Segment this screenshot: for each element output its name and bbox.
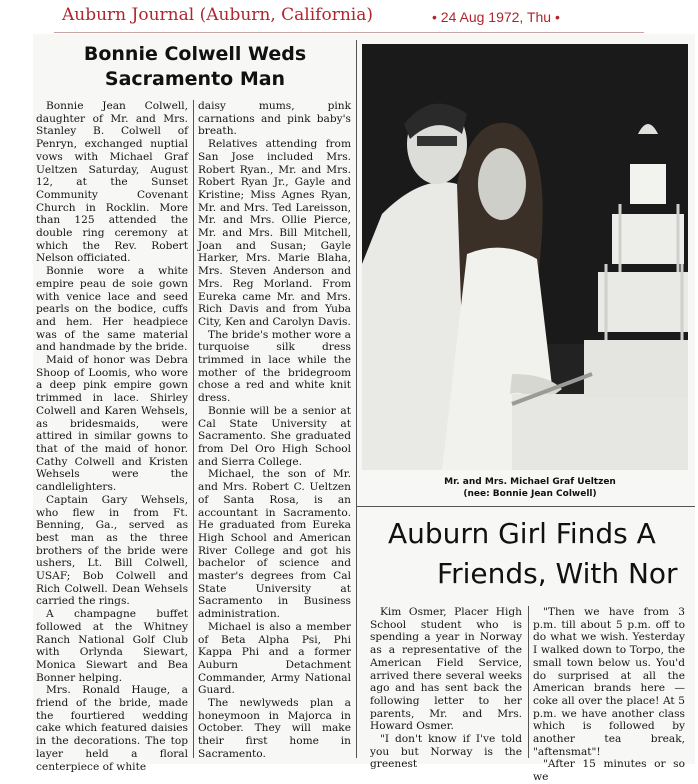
paragraph: Maid of honor was Debra Shoop of Loomis, who wore a deep pink empire gown trimmed in lace. Shirley Colwell and Karen Wehsels, as bridesmaids, were attired in similar gowns to that of the maid of honor. Cathy Colwell and Kristen Wehsels were the candlelighters. xyxy=(36,354,188,494)
article-column-2 xyxy=(198,100,351,764)
paragraph: The newlyweds plan a honeymoon in Majorca in October. They will make their first home in Sacramento. xyxy=(198,697,351,760)
article-column-1 xyxy=(36,100,188,773)
article2-column-1 xyxy=(370,606,522,771)
paragraph: Michael is also a member of Beta Alpha Psi, Phi Kappa Phi and a former Auburn Detachment Commander, Army National Guard. xyxy=(198,620,351,697)
wedding-photo-image xyxy=(362,44,688,470)
paragraph: "I don't know if I've told you but Norway is the greenest xyxy=(370,733,522,771)
paragraph: A champagne buffet followed at the Whitney Ranch National Golf Club with Orlynda Siewart, Monica Siewart and Bea Bonner helping. xyxy=(36,608,188,684)
paragraph: Bonnie wore a white empire peau de soie gown with venice lace and seed pearls on the bodice, cuffs and hem. Her headpiece was of the same material and handmade by the bride. xyxy=(36,265,188,354)
caption-line: (nee: Bonnie Jean Colwell) xyxy=(463,489,597,499)
headline-line: Friends, With Nor xyxy=(437,557,678,590)
photo-caption xyxy=(380,476,680,500)
paragraph: Relatives attending from San Jose included Mrs. Robert Ryan., Mr. and Mrs. Robert Ryan Jr., Gayle and Kristine; Miss Agnes Ryan, Mr. and Mrs. Ted Lareisson, Mr. and Mrs. Ollie Pierce, Mr. and Mrs. Bill Mitchell, Joan and Susan; Gayle Harker, Mrs. Marie Blaha, Mrs. Steven Anderson and Mrs. Reg Morland. From Eureka came Mr. and Mrs. Rich Davis and from Yuba City, Ken and Carolyn Davis. xyxy=(198,138,351,328)
article2-column-2 xyxy=(533,606,685,784)
paragraph: Kim Osmer, Placer High School student who is spending a year in Norway as a representative of the American Field Service, arrived there several weeks ago and has sent back the following letter to her parents, Mr. and Mrs. Howard Osmer. xyxy=(370,606,522,733)
paragraph: daisy mums, pink carnations and pink baby's breath. xyxy=(198,100,351,138)
paragraph: "Then we have from 3 p.m. till about 5 p.m. off to do what we wish. Yesterday I walked down to Torpo, the small town below us. You'd do surprised at all the American brands here — coke all over the place! At 5 p.m. we have another class which is followed by another tea break, "aftensmat"! xyxy=(533,606,685,758)
viewer-header xyxy=(0,0,695,34)
section-divider xyxy=(356,506,695,507)
header-divider xyxy=(54,32,644,33)
wedding-photo xyxy=(362,44,688,470)
paragraph: The bride's mother wore a turquoise silk dress trimmed in lace while the mother of the bridegroom chose a red and white knit dress. xyxy=(198,328,351,405)
article-headline: Bonnie Colwell Weds Sacramento Man xyxy=(83,43,307,90)
column-rule xyxy=(193,100,194,758)
headline-line: Auburn Girl Finds A xyxy=(388,517,656,550)
paragraph: Michael, the son of Mr. and Mrs. Robert C. Ueltzen of Santa Rosa, is an accountant in Sacramento. He graduated from Eureka High School and American River College and got his bachelor of science and master's degrees from Cal State University at Sacramento in Business administration. xyxy=(198,468,351,621)
publication-date: • 24 Aug 1972, Thu • xyxy=(432,9,560,25)
column-rule xyxy=(528,606,529,758)
paragraph: "After 15 minutes or so we xyxy=(533,758,685,784)
paragraph: Bonnie will be a senior at Cal State University at Sacramento. She graduated from Del Oro High School and Sierra College. xyxy=(198,404,351,468)
paragraph: Mrs. Ronald Hauge, a friend of the bride, made the fourtiered wedding cake which featured daisies in the decorations. The top layer held a floral centerpiece of white xyxy=(36,684,188,773)
paragraph: Captain Gary Wehsels, who flew in from Ft. Benning, Ga., served as best man as the three brothers of the bride were ushers, Lt. Bill Colwell, USAF; Bob Colwell and Rich Colwell. Dean Wehsels carried the rings. xyxy=(36,493,188,608)
publication-title: Auburn Journal (Auburn, California) xyxy=(62,5,373,25)
column-rule xyxy=(356,40,357,758)
caption-line: Mr. and Mrs. Michael Graf Ueltzen xyxy=(444,477,616,487)
paragraph: Bonnie Jean Colwell, daughter of Mr. and Mrs. Stanley B. Colwell of Penryn, exchanged nuptial vows with Michael Graf Ueltzen Saturday, August 12, at the Sunset Community Covenant Church in Rocklin. More than 125 attended the double ring ceremony at which the Rev. Robert Nelson officiated. xyxy=(36,100,188,265)
